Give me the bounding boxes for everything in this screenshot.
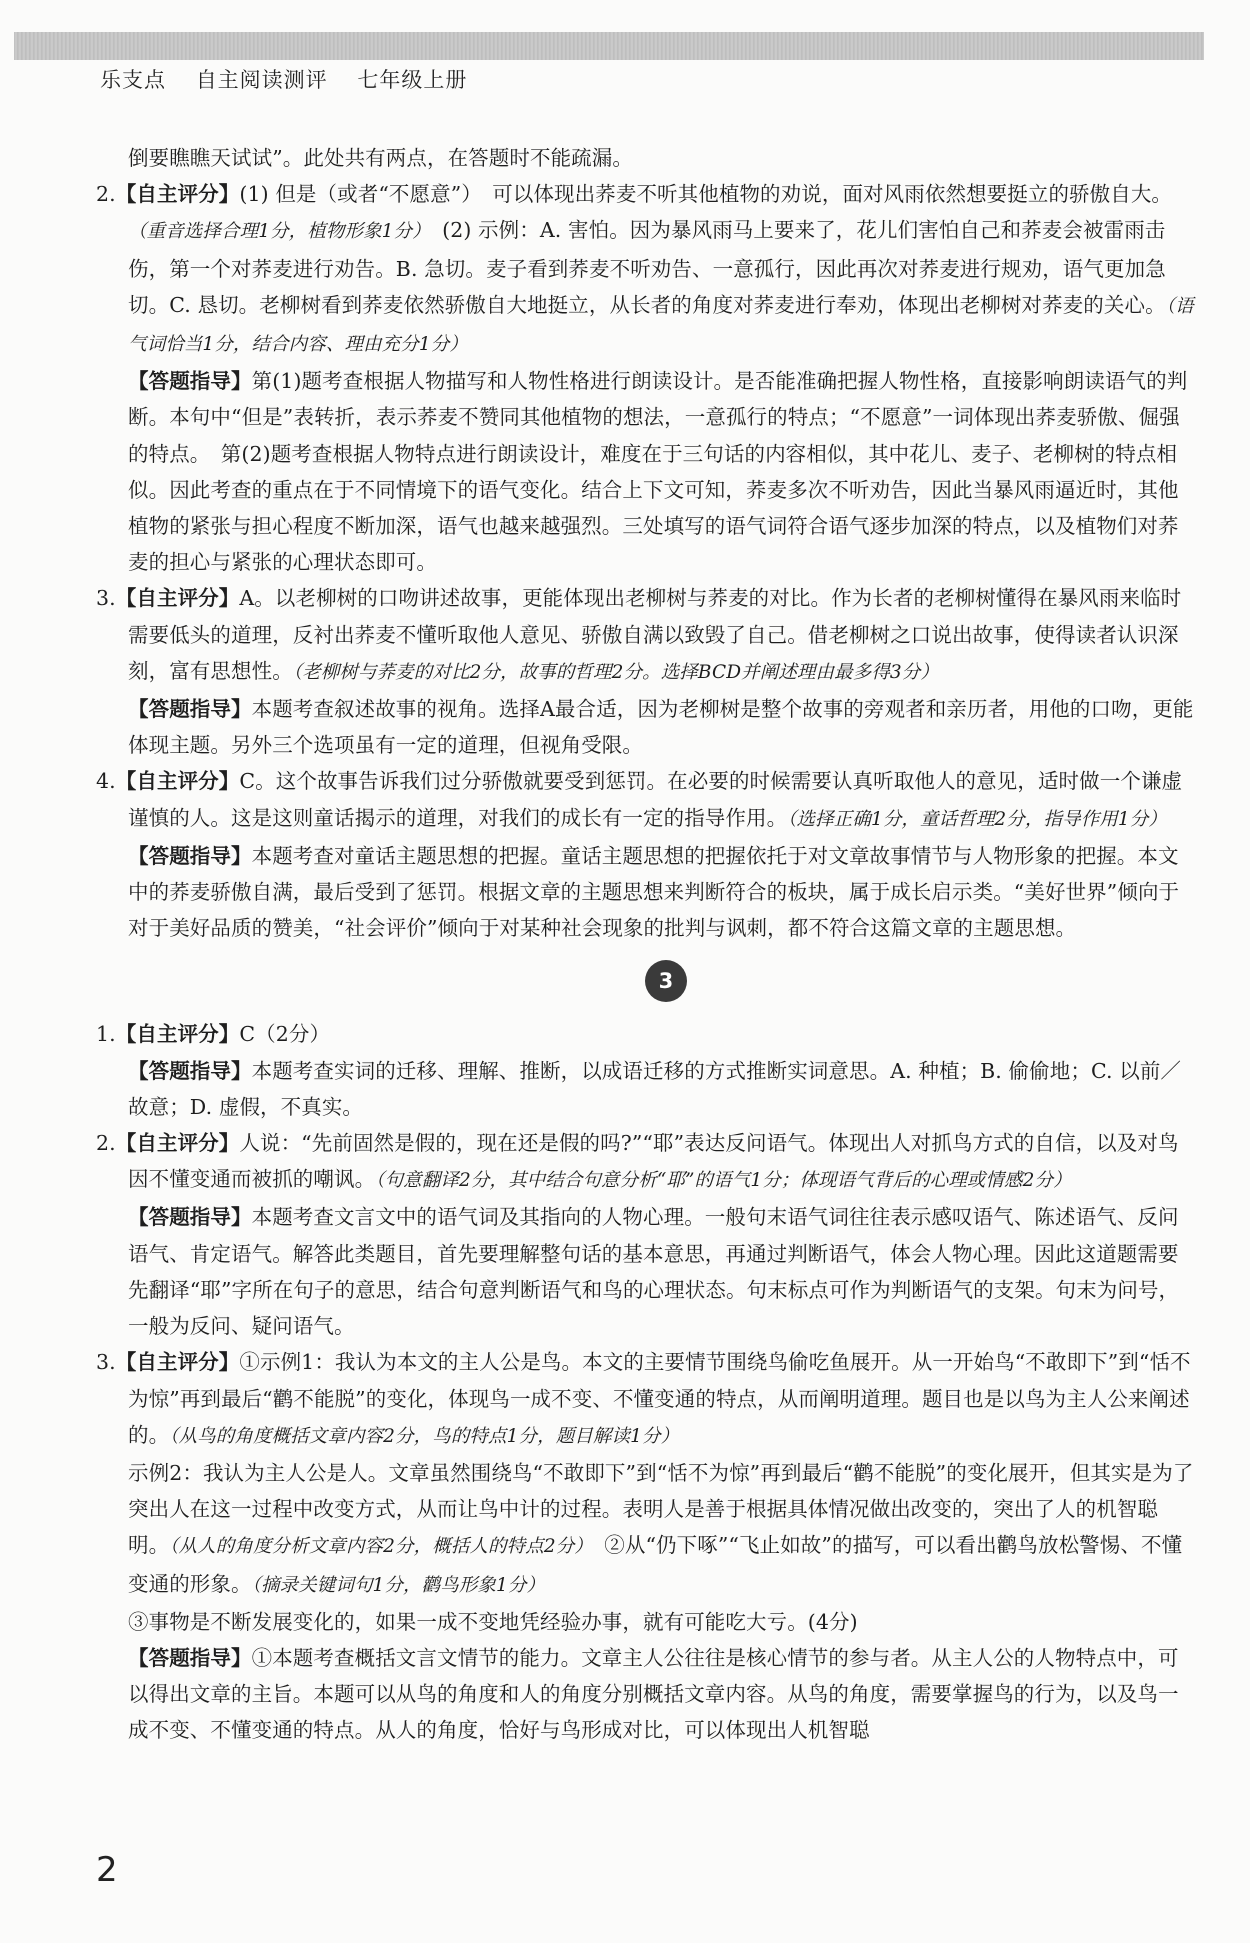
q4-score: 4.【自主评分】C。这个故事告诉我们过分骄傲就要受到惩罚。在必要的时候需要认真听取他人的意见，适时做一个谦虚谨慎的人。这是这则童话揭示的道理，对我们的成长有一定的指导作用。（选择正确1分，童话哲理2分，指导作用1分） — [96, 769, 1183, 830]
s3-example2: 示例2：我认为主人公是人。文章虽然围绕鸟“不敢即下”到“恬不为惊”再到最后“鹳不能脱”的变化展开，但其实是为了突出人在这一过程中改变方式，从而让鸟中计的过程。表明人是善于根据具体情况做出改变的，突出了人的机智聪明。（从人的角度分析文章内容2分，概括人的特点2分） ②从“仍下啄”“飞止如故”的描写，可以看出鹳鸟放松警惕、不懂变通的形象。（摘录关键词句1分，鹳鸟形象1分） — [128, 1460, 1194, 1596]
grade-label: 七年级上册 — [357, 68, 468, 92]
answer-content — [96, 140, 1196, 1749]
s3-score: 3.【自主评分】①示例1：我认为本文的主人公是鸟。本文的主要情节围绕鸟偷吃鱼展开。从一开始鸟“不敢即下”到“恬不为惊”再到最后“鹳不能脱”的变化，体现鸟一成不变、不懂变通的特点，从而阐明道理。题目也是以鸟为主人公来阐述的。（从鸟的角度概括文章内容2分，鸟的特点1分，题目解读1分） — [96, 1350, 1191, 1447]
q3-guide: 【答题指导】本题考查叙述故事的视角。选择A最合适，因为老柳树是整个故事的旁观者和亲历者，用他的口吻，更能体现主题。另外三个选项虽有一定的道理，但视角受限。 — [128, 697, 1194, 758]
page-header — [100, 64, 489, 94]
s2-guide: 【答题指导】本题考查文言文中的语气词及其指向的人物心理。一般句末语气词往往表示感叹语气、陈述语气、反问语气、肯定语气。解答此类题目，首先要理解整句话的基本意思，再通过判断语气，体会人物心理。因此这道题需要先翻译“耶”字所在句子的意思，结合句意判断语气和鸟的心理状态。句末标点可作为判断语气的支架。句末为问号，一般为反问、疑问语气。 — [128, 1205, 1180, 1339]
q3-score: 3.【自主评分】A。以老柳树的口吻讲述故事，更能体现出老柳树与荞麦的对比。作为长者的老柳树懂得在暴风雨来临时需要低头的道理，反衬出荞麦不懂听取他人意见、骄傲自满以致毁了自己。借老柳树之口说出故事，使得读者认识深刻，富有思想性。（老柳树与荞麦的对比2分，故事的哲理2分。选择BCD并阐述理由最多得3分） — [96, 586, 1182, 683]
q2-score: 2.【自主评分】(1) 但是（或者“不愿意”） 可以体现出荞麦不听其他植物的劝说，面对风雨依然想要挺立的骄傲自大。（重音选择合理1分，植物形象1分） (2) 示例：A. 害怕。因为暴风雨马上要来了，花儿们害怕自己和荞麦会被雷雨击伤，第一个对荞麦进行劝告。B. 急切。麦子看到荞麦不听劝告、一意孤行，因此再次对荞麦进行规劝，语气更加急切。C. 恳切。老柳树看到荞麦依然骄傲自大地挺立，从长者的角度对荞麦进行奉劝，体现出老柳树对荞麦的关心。（语气词恰当1分，结合内容、理由充分1分） — [96, 182, 1194, 356]
brand-name: 乐支点 — [100, 68, 166, 92]
s1-score: 1.【自主评分】C（2分） — [96, 1022, 331, 1047]
s1-guide: 【答题指导】本题考查实词的迁移、理解、推断，以成语迁移的方式推断实词意思。A. 种植；B. 偷偷地；C. 以前／故意；D. 虚假，不真实。 — [128, 1058, 1182, 1119]
continuation-line: 倒要瞧瞧天试试”。此处共有两点，在答题时不能疏漏。 — [128, 146, 633, 170]
q2-guide: 【答题指导】第(1)题考查根据人物描写和人物性格进行朗读设计。是否能准确把握人物性格，直接影响朗读语气的判断。本句中“但是”表转折，表示荞麦不赞同其他植物的想法，一意孤行的特点；“不愿意”一词体现出荞麦骄傲、倔强的特点。 第(2)题考查根据人物特点进行朗读设计，难度在于三句话的内容相似，其中花儿、麦子、老柳树的特点相似。因此考查的重点在于不同情境下的语气变化。结合上下文可知，荞麦多次不听劝告，因此当暴风雨逼近时，其他植物的紧张与担心程度不断加深，语气也越来越强烈。三处填写的语气词符合语气逐步加深的特点，以及植物们对荞麦的担心与紧张的心理状态即可。 — [128, 369, 1188, 575]
section-badge: 3 — [645, 960, 687, 1002]
book-series: 自主阅读测评 — [195, 68, 328, 92]
s2-score: 2.【自主评分】人说：“先前固然是假的，现在还是假的吗?”“耶”表达反问语气。体现出人对抓鸟方式的自信，以及对鸟因不懂变通而被抓的嘲讽。（句意翻译2分，其中结合句意分析“耶”的语气1分；体现语气背后的心理或情感2分） — [96, 1131, 1179, 1192]
s3-guide: 【答题指导】①本题考查概括文言文情节的能力。文章主人公往往是核心情节的参与者。从主人公的人物特点中，可以得出文章的主旨。本题可以从鸟的角度和人的角度分别概括文章内容。从鸟的角度，需要掌握鸟的行为，以及鸟一成不变、不懂变通的特点。从人的角度，恰好与鸟形成对比，可以体现出人机智聪 — [128, 1645, 1179, 1743]
top-scan-bar — [14, 32, 1204, 60]
s3-point3: ③事物是不断发展变化的，如果一成不变地凭经验办事，就有可能吃大亏。(4分) — [128, 1609, 858, 1634]
page-number: 2 — [96, 1850, 118, 1890]
q4-guide: 【答题指导】本题考查对童话主题思想的把握。童话主题思想的把握依托于对文章故事情节与人物形象的把握。本文中的荞麦骄傲自满，最后受到了惩罚。根据文章的主题思想来判断符合的板块，属于成长启示类。“美好世界”倾向于对于美好品质的赞美，“社会评价”倾向于对某种社会现象的批判与讽刺，都不符合这篇文章的主题思想。 — [128, 843, 1180, 941]
